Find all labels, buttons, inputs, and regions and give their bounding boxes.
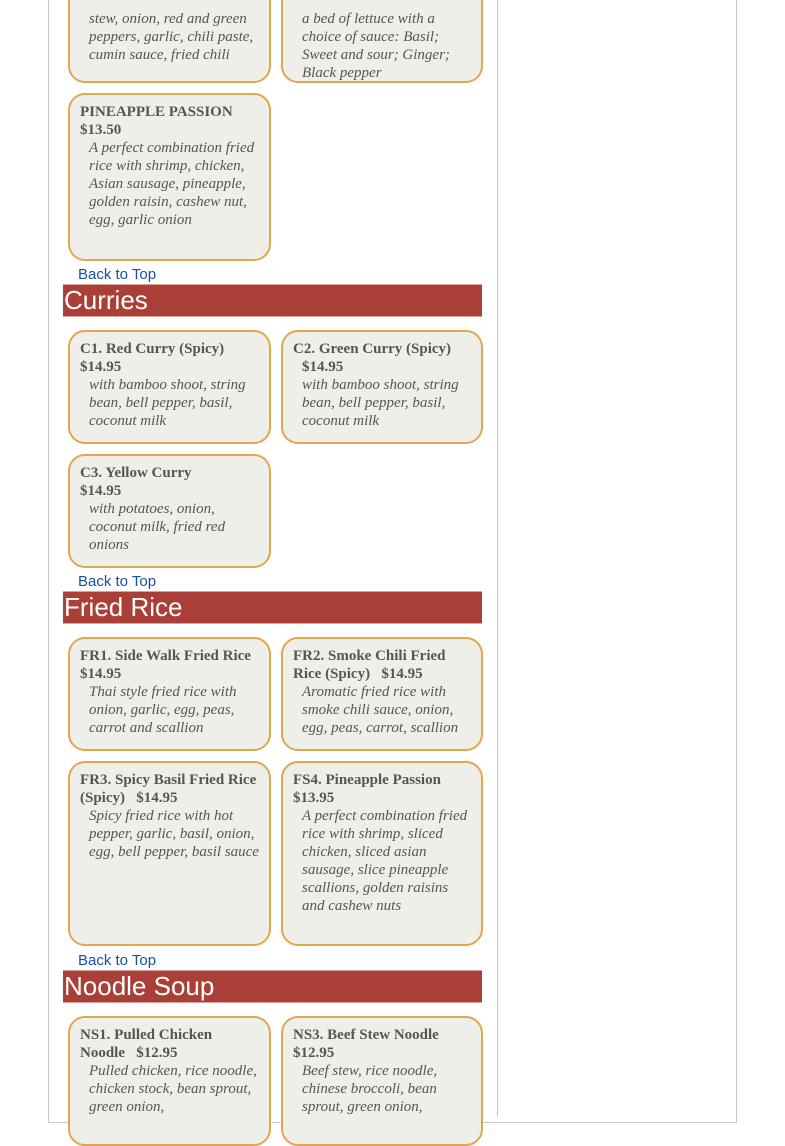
menu-item-description: A perfect combination fried rice with shrimp, sliced chicken, sliced asian sausage, slice pineapple scallions, golden raisins and cashew nuts [302,808,468,914]
menu-item-description: Pulled chicken, rice noodle, chicken stock, bean sprout, green onion, [89,1063,257,1115]
menu-card [281,330,483,444]
menu-item-title [80,647,259,683]
menu-item-price: $14.95 [80,359,122,375]
menu-item-title [80,340,259,376]
menu-item-name: FR1. Side Walk Fried Rice [80,648,251,664]
back-to-top-link[interactable]: Back to Top [78,266,157,283]
menu-card [281,761,483,946]
menu-item-price: $12.95 [293,1045,335,1061]
menu-card [68,93,271,261]
menu-item-name: FR2. Smoke Chili Fried Rice (Spicy) [293,648,446,682]
menu-item-description: Beef stew, rice noodle, chinese broccoli, bean sprout, green onion, [302,1063,438,1115]
menu-card [281,0,483,83]
menu-item-name: FS4. Pineapple Passion [293,772,441,788]
menu-card [68,454,271,568]
menu-card [68,0,271,83]
menu-item-price: $14.95 [80,666,122,682]
menu-item-description: with potatoes, onion, coconut milk, fried red onions [89,501,226,553]
menu-card [68,1016,271,1146]
menu-item-price: $13.50 [80,122,122,138]
menu-item-title [80,464,259,500]
menu-item-description: with bamboo shoot, string bean, bell pepper, basil, coconut milk [89,377,246,429]
menu-item-title [293,1026,471,1062]
menu-item-price: $12.95 [136,1045,178,1061]
menu-item-name: C2. Green Curry (Spicy) [293,341,452,357]
menu-card [68,761,271,946]
section-heading-fried-rice: Fried Rice [63,591,482,624]
menu-item-name: NS3. Beef Stew Noodle [293,1027,439,1043]
menu-item-title [80,771,259,807]
menu-card [281,1016,483,1146]
menu-item-price: $14.95 [381,666,423,682]
menu-item-price: $14.95 [80,483,122,499]
menu-item-title [80,1026,259,1062]
menu-item-description: A perfect combination fried rice with shrimp, chicken, Asian sausage, pineapple, golden raisin, cashew nut, egg, garlic onion [89,140,255,228]
menu-item-price: $13.95 [293,790,335,806]
back-to-top-link[interactable]: Back to Top [78,952,157,969]
menu-item-description: Spicy fried rice with hot pepper, garlic, basil, onion, egg, bell pepper, basil sauce [89,808,259,860]
back-to-top-link[interactable]: Back to Top [78,573,157,590]
menu-item-description: a bed of lettuce with a choice of sauce: Basil; Sweet and sour; Ginger; Black pepper [302,11,450,81]
menu-item-description: Aromatic fried rice with smoke chili sauce, onion, egg, peas, carrot, scallion [302,684,459,736]
menu-item-name: C1. Red Curry (Spicy) [80,341,225,357]
menu-card [68,330,271,444]
menu-item-name: FR3. Spicy Basil Fried Rice (Spicy) [80,772,257,806]
menu-item-description: Thai style fried rice with onion, garlic, egg, peas, carrot and scallion [89,684,237,736]
menu-item-description: with bamboo shoot, string bean, bell pepper, basil, coconut milk [302,377,459,429]
menu-item-title [293,340,471,376]
menu-item-title [293,771,471,807]
section-heading-noodle-soup: Noodle Soup [63,970,482,1003]
menu-item-description: stew, onion, red and green peppers, garlic, chili paste, cumin sauce, fried chili [89,11,254,63]
menu-item-name: C3. Yellow Curry [80,465,192,481]
menu-item-price: $14.95 [302,359,344,375]
menu-item-title [293,647,471,683]
menu-item-name: NS1. Pulled Chicken Noodle [80,1027,213,1061]
menu-card [68,637,271,751]
menu-item-price: $14.95 [136,790,178,806]
menu-card [281,637,483,751]
menu-item-name: PINEAPPLE PASSION [80,104,233,120]
section-heading-curries: Curries [63,284,482,317]
menu-item-title [80,103,259,139]
column-divider [497,0,498,1117]
